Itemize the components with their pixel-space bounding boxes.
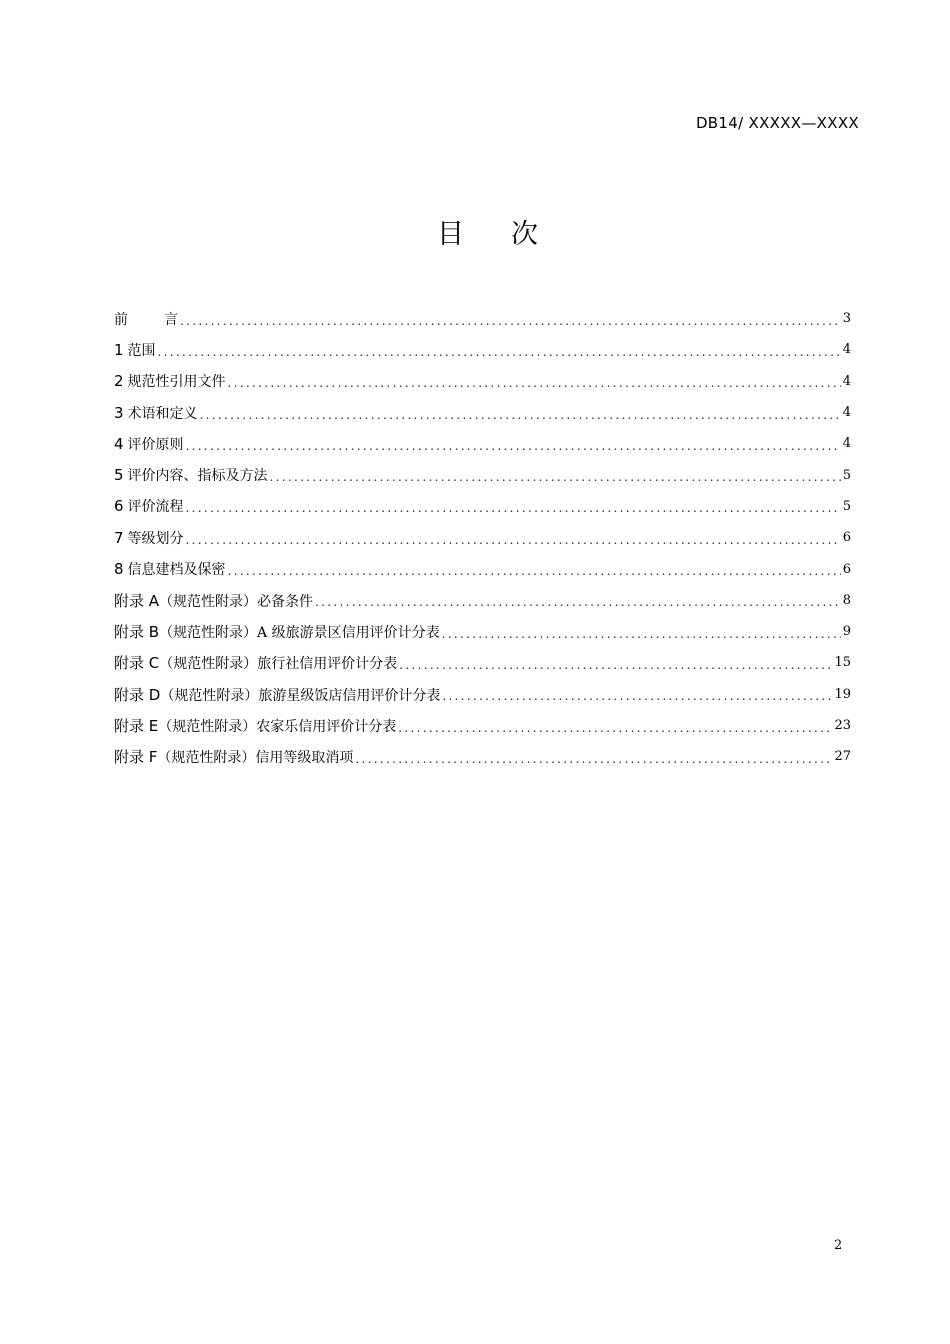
toc-entry-appendix-a[interactable] [114, 585, 851, 616]
toc-entry-appendix-e[interactable] [114, 710, 851, 741]
toc-entry-text: 评价流程 [127, 499, 184, 516]
toc-entry-number: 1 [114, 340, 124, 359]
toc-entry-number: 7 [114, 528, 124, 547]
toc-entry-page: 4 [842, 373, 851, 389]
toc-entry-label [114, 309, 178, 329]
toc-entry-number: 5 [114, 466, 124, 485]
toc-entry-number: 3 [114, 403, 124, 422]
toc-leader-dots [442, 689, 832, 703]
toc-entry-6[interactable] [114, 491, 851, 522]
toc-leader-dots [228, 376, 841, 390]
toc-entry-number: 附录 D [114, 685, 161, 704]
toc-entry-number: 4 [114, 434, 124, 453]
toc-leader-dots [270, 470, 841, 484]
toc-leader-dots [228, 564, 841, 578]
toc-entry-label [114, 746, 353, 767]
toc-leader-dots [186, 533, 841, 547]
toc-entry-page: 8 [842, 592, 851, 608]
table-of-contents [114, 303, 851, 772]
toc-leader-dots [200, 408, 841, 422]
toc-entry-page: 23 [834, 718, 851, 733]
toc-entry-label [114, 652, 397, 673]
toc-entry-number: 附录 E [114, 717, 159, 735]
toc-entry-number: 附录 B [114, 623, 160, 642]
toc-entry-4[interactable] [114, 428, 851, 459]
toc-leader-dots [398, 721, 832, 735]
toc-entry-text: （规范性附录）必备条件 [159, 593, 314, 610]
toc-leader-dots [186, 501, 841, 515]
toc-entry-page: 5 [842, 467, 851, 483]
toc-entry-label [114, 590, 313, 611]
toc-entry-label [114, 371, 226, 391]
toc-entry-number: 2 [114, 372, 124, 391]
toc-title-left: 目 [437, 219, 464, 250]
toc-entry-8[interactable] [114, 553, 851, 584]
toc-entry-number: 附录 F [114, 748, 158, 767]
toc-entry-label [114, 715, 396, 736]
toc-leader-dots [315, 595, 841, 609]
toc-entry-label-left: 前 [114, 311, 128, 328]
toc-entry-label [114, 621, 440, 642]
toc-leader-dots [186, 439, 841, 453]
toc-entry-text: （规范性附录）旅行社信用评价计分表 [159, 656, 398, 673]
toc-entry-text: 评价原则 [127, 436, 184, 453]
toc-entry-text: （规范性附录）信用等级取消项 [157, 750, 354, 767]
toc-entry-text: （规范性附录）农家乐信用评价计分表 [158, 719, 397, 735]
toc-entry-appendix-c[interactable] [114, 647, 851, 678]
toc-entry-text: （规范性附录）旅游星级饭店信用评价计分表 [160, 687, 441, 704]
toc-entry-page: 4 [842, 436, 851, 452]
toc-title-right: 次 [511, 219, 538, 250]
toc-entry-appendix-f[interactable] [114, 741, 851, 772]
toc-entry-foreword[interactable] [114, 303, 851, 334]
toc-entry-1[interactable] [114, 334, 851, 365]
toc-entry-number: 8 [114, 560, 124, 579]
toc-entry-page: 9 [842, 624, 851, 640]
toc-leader-dots [442, 627, 841, 641]
toc-entry-number: 附录 A [114, 591, 160, 610]
toc-entry-page: 3 [842, 311, 851, 327]
toc-entry-appendix-b[interactable] [114, 616, 851, 647]
toc-entry-7[interactable] [114, 522, 851, 553]
toc-leader-dots [180, 314, 841, 328]
toc-entry-label [114, 528, 184, 548]
toc-entry-label [114, 465, 268, 485]
toc-entry-page: 4 [842, 342, 851, 358]
toc-entry-page: 5 [842, 498, 851, 514]
toc-entry-text: 规范性引用文件 [127, 374, 226, 391]
document-code: DB14/ XXXXX—XXXX [695, 114, 859, 132]
toc-leader-dots [158, 345, 841, 359]
toc-entry-page: 6 [842, 561, 851, 577]
toc-entry-5[interactable] [114, 459, 851, 490]
toc-entry-2[interactable] [114, 366, 851, 397]
toc-entry-label [114, 684, 440, 705]
toc-entry-3[interactable] [114, 397, 851, 428]
toc-entry-label [114, 496, 184, 516]
toc-entry-page: 19 [834, 686, 851, 702]
toc-title [0, 212, 950, 251]
page-number: 2 [834, 1238, 843, 1253]
toc-leader-dots [355, 752, 832, 766]
toc-entry-text: 评价内容、指标及方法 [127, 468, 268, 485]
toc-entry-page: 27 [834, 749, 851, 765]
toc-entry-text: 信息建档及保密 [127, 562, 226, 579]
toc-entry-page: 4 [842, 405, 851, 421]
toc-entry-number: 附录 C [114, 654, 160, 673]
toc-entry-text: 范围 [127, 342, 156, 359]
toc-leader-dots [399, 658, 832, 672]
toc-entry-page: 6 [842, 530, 851, 546]
toc-entry-number: 6 [114, 497, 124, 516]
toc-entry-label [114, 434, 184, 454]
toc-entry-label [114, 559, 226, 579]
toc-entry-label [114, 403, 198, 423]
toc-entry-text: （规范性附录）A 级旅游景区信用评价计分表 [159, 625, 440, 642]
toc-entry-text: 术语和定义 [127, 405, 198, 422]
toc-entry-appendix-d[interactable] [114, 679, 851, 710]
toc-entry-text: 等级划分 [127, 530, 184, 547]
toc-entry-label [114, 340, 156, 360]
toc-entry-page: 15 [834, 655, 851, 671]
toc-entry-label-right: 言 [164, 311, 178, 328]
